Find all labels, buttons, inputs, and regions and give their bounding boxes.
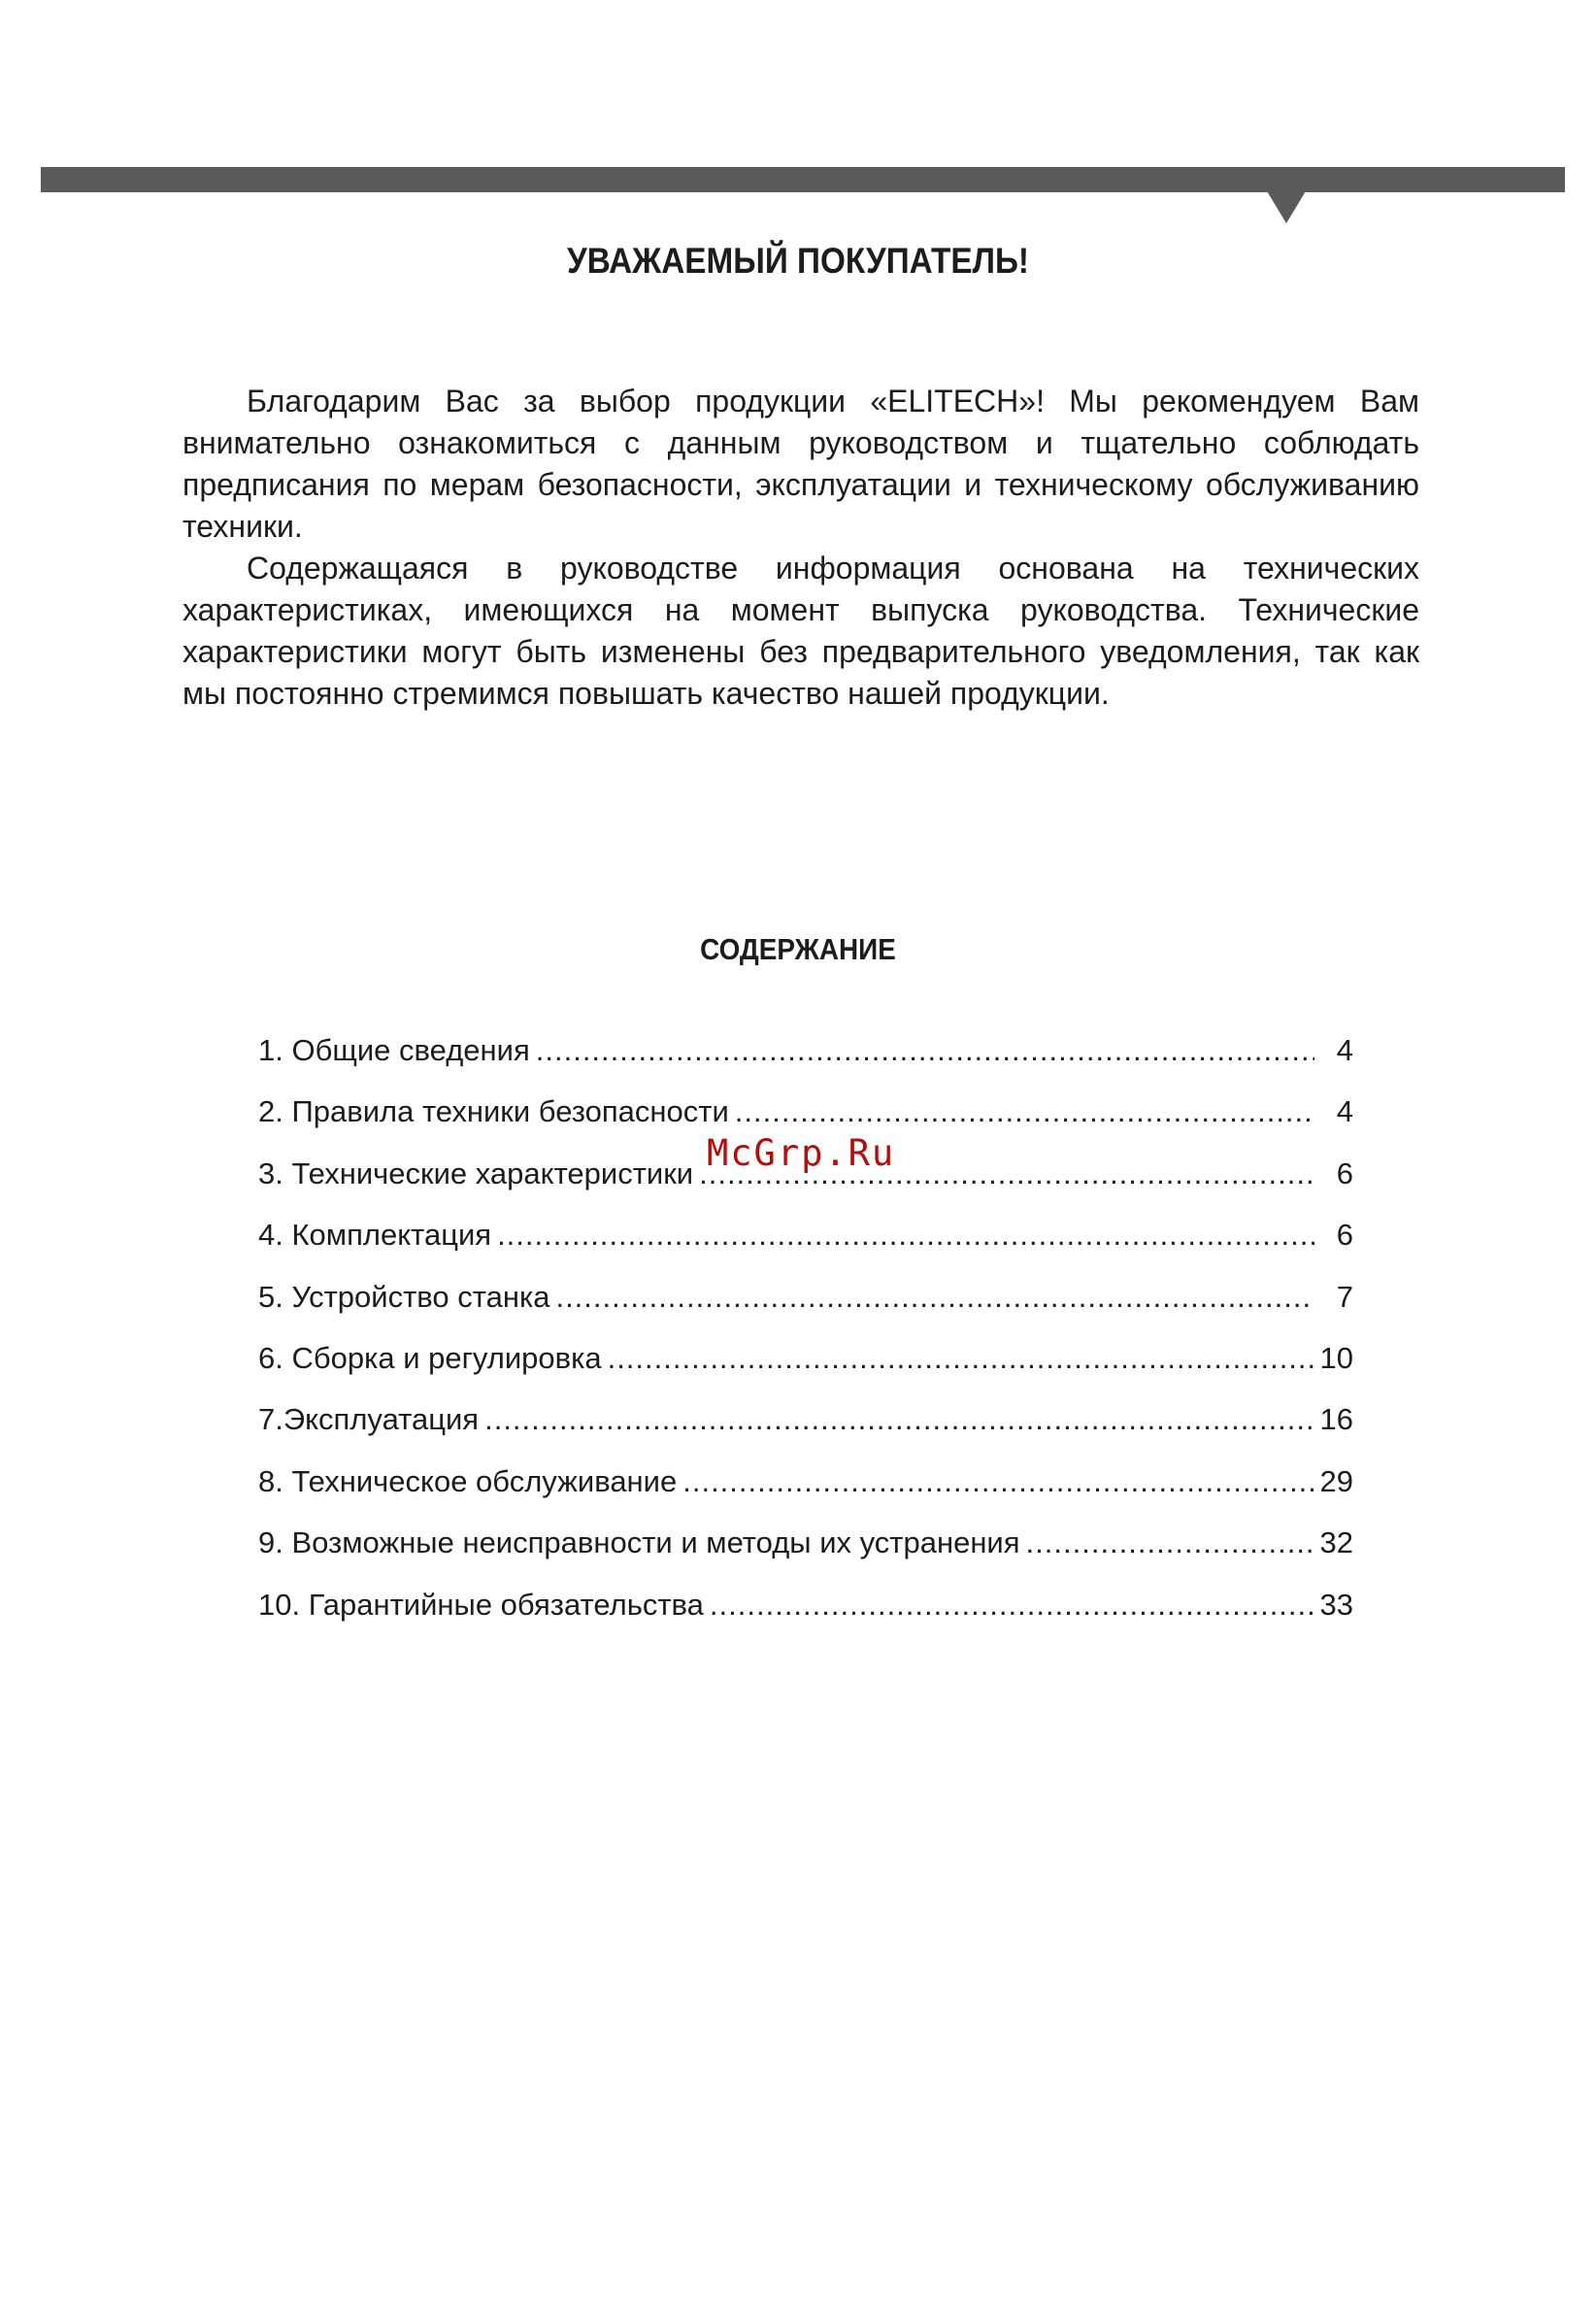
toc-item[interactable]	[258, 1218, 1353, 1279]
toc-item-page: 7	[1336, 1279, 1353, 1314]
toc-item[interactable]	[258, 1280, 1353, 1341]
page-heading: УВАЖАЕМЫЙ ПОКУПАТЕЛЬ!	[566, 241, 1030, 281]
toc-leader	[497, 1218, 1314, 1253]
toc-item-page: 6	[1336, 1156, 1353, 1190]
toc-leader	[735, 1094, 1314, 1129]
toc-item-label: 6. Сборка и регулировка	[258, 1340, 602, 1375]
intro-paragraph-2: Содержащаяся в руководстве информация основана на технических характеристиках, имеющихся на момент выпуска руководства. Технические характеристики могут быть изменены без предварительного уведомления, так как мы постоянно стремимся повышать качество нашей продукции.	[183, 551, 1419, 711]
intro-text	[183, 381, 1419, 715]
header-bar-stripe	[41, 167, 1565, 192]
toc-item-page: 33	[1319, 1587, 1353, 1622]
toc-item[interactable]	[258, 1402, 1353, 1463]
toc-item-label: 7.Эксплуатация	[258, 1402, 480, 1437]
contents-title: СОДЕРЖАНИЕ	[700, 932, 896, 966]
header-bar	[41, 167, 1565, 192]
header-bar-chevron-icon	[1252, 167, 1320, 223]
toc-item-label: 4. Комплектация	[258, 1218, 492, 1253]
toc-leader	[682, 1464, 1313, 1499]
toc-item-label: 1. Общие сведения	[258, 1033, 530, 1067]
toc-item[interactable]	[258, 1033, 1353, 1094]
table-of-contents	[258, 1033, 1353, 1649]
toc-item-page: 16	[1319, 1402, 1353, 1437]
toc-item-label: 5. Устройство станка	[258, 1279, 550, 1314]
toc-item-page: 32	[1319, 1525, 1353, 1560]
toc-item[interactable]	[258, 1341, 1353, 1402]
toc-item-page: 29	[1319, 1463, 1353, 1498]
toc-leader	[536, 1033, 1314, 1068]
toc-leader	[555, 1280, 1314, 1315]
toc-item-label: 3. Технические характеристики	[258, 1156, 694, 1190]
toc-leader	[1026, 1525, 1314, 1560]
intro-paragraph-1: Благодарим Вас за выбор продукции «ELITECH»! Мы рекомендуем Вам внимательно ознакомиться с данным руководством и тщательно соблюдать предписания по мерам безопасности, эксплуатации и техническому обслуживанию техники.	[183, 384, 1419, 544]
watermark-text: McGrp.Ru	[707, 1132, 896, 1174]
toc-item[interactable]	[258, 1588, 1353, 1649]
toc-item-page: 4	[1336, 1033, 1353, 1067]
toc-item-page: 6	[1336, 1218, 1353, 1253]
toc-leader	[710, 1588, 1314, 1623]
toc-item-page: 10	[1319, 1340, 1353, 1375]
toc-leader	[608, 1341, 1314, 1376]
toc-leader	[484, 1402, 1313, 1437]
toc-item-label: 2. Правила техники безопасности	[258, 1094, 729, 1129]
toc-item-label: 9. Возможные неисправности и методы их устранения	[258, 1525, 1020, 1560]
toc-item-label: 10. Гарантийные обязательства	[258, 1587, 704, 1622]
toc-item-page: 4	[1336, 1094, 1353, 1129]
header-bar-graphic	[41, 167, 1565, 225]
toc-item-label: 8. Техническое обслуживание	[258, 1463, 678, 1498]
toc-item[interactable]	[258, 1464, 1353, 1525]
toc-item[interactable]	[258, 1525, 1353, 1587]
